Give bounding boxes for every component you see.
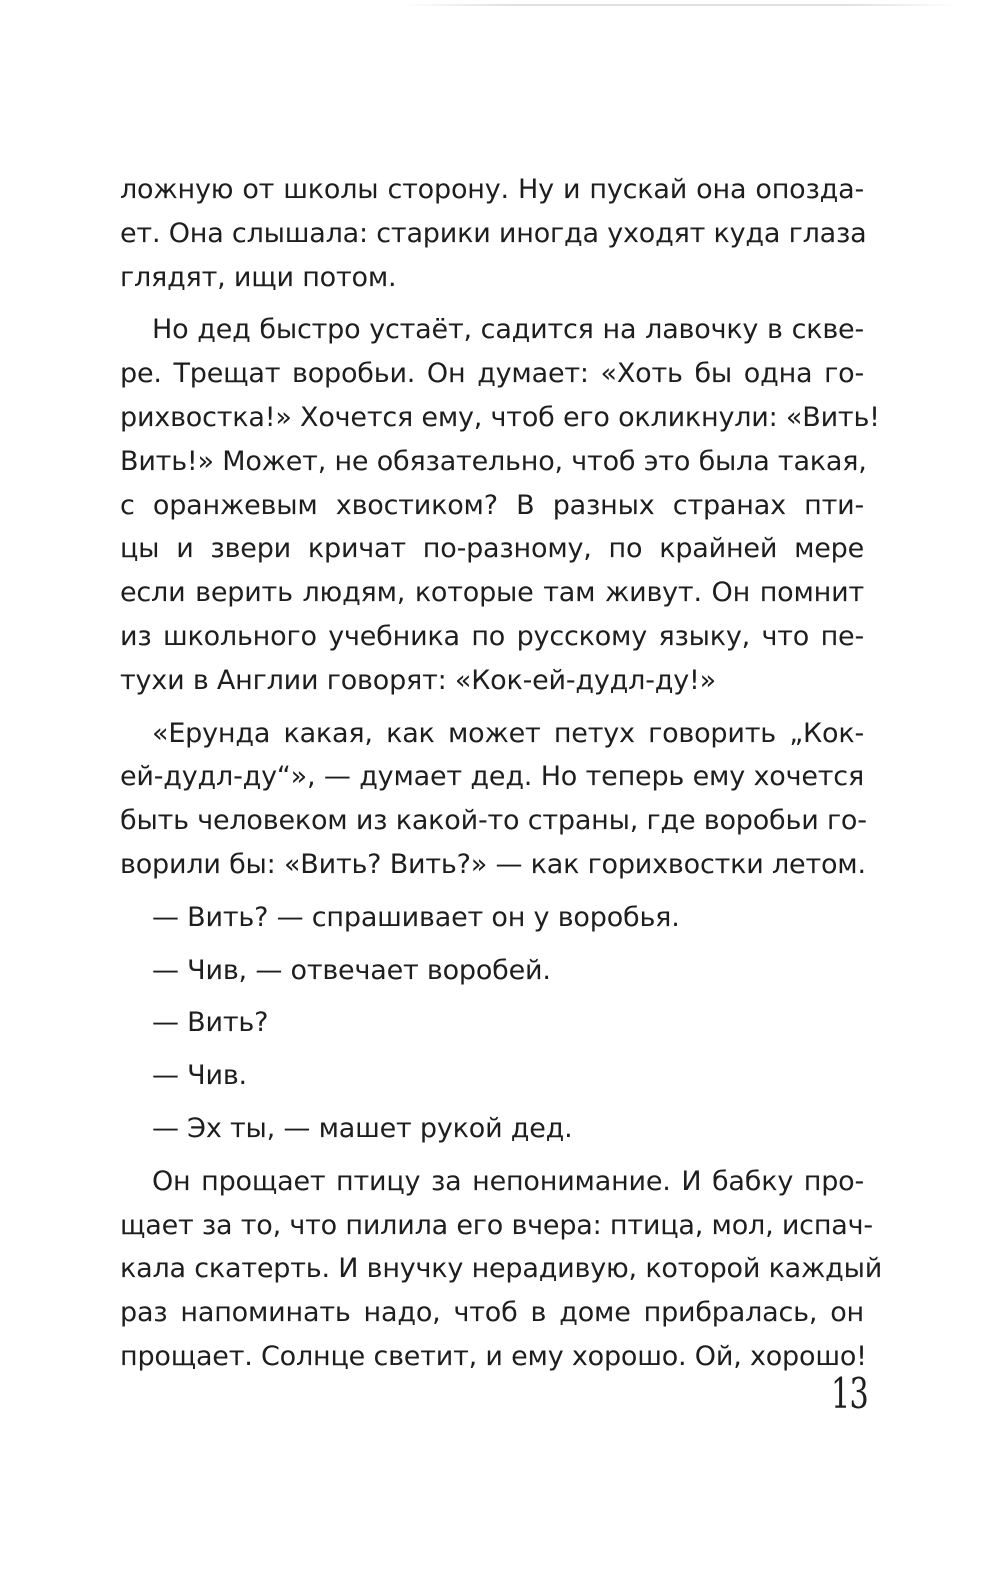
text-line: с оранжевым хвостиком? В разных странах пти- [120,489,864,521]
text-line: — Вить? — спрашивает он у воробья. [152,901,680,933]
text-line: раз напоминать надо, чтоб в доме прибралась, он [120,1297,864,1329]
text-line: ет. Она слышала: старики иногда уходят куда глаза [120,217,867,249]
text-line: ей-дудл-ду“», — думает дед. Но теперь ему хочется [120,761,864,793]
text-line: из школьного учебника по русскому языку, что пе- [120,620,864,652]
top-edge-line [400,4,960,6]
text-line: щает за то, что пилила его вчера: птица, мол, испач- [120,1209,873,1241]
text-line: глядят, ищи потом. [120,261,397,293]
text-line: — Чив. [152,1060,247,1092]
text-line: ложную от школы сторону. Ну и пускай она опозда- [120,174,864,205]
text-line: — Чив, — отвечает воробей. [152,954,551,986]
page-body-text [120,168,883,1379]
text-line: — Вить? [152,1007,269,1039]
page-number: 13 [830,1369,868,1418]
text-line: быть человеком из какой-то страны, где воробьи го- [120,805,867,837]
text-line: Но дед быстро устаёт, садится на лавочку в скве- [152,314,864,346]
text-line: — Эх ты, — машет рукой дед. [152,1112,573,1144]
text-line: тухи в Англии говорят: «Кок-ей-дудл-ду!» [120,664,716,696]
text-line: ворили бы: «Вить? Вить?» — как горихвостки летом. [120,848,866,880]
text-line: кала скатерть. И внучку нерадивую, которой каждый [120,1253,883,1285]
text-line: если верить людям, которые там живут. Он помнит [120,577,864,609]
text-line: Он прощает птицу за непонимание. И бабку про- [152,1165,864,1197]
text-line: прощает. Солнце светит, и ему хорошо. Ой, хорошо! [120,1340,867,1372]
text-line: «Ерунда какая, как может петух говорить „Кок- [152,717,864,749]
text-line: рихвостка!» Хочется ему, чтоб его окликнули: «Вить! [120,401,880,433]
text-line: цы и звери кричат по-разному, по крайней мере [120,533,864,565]
text-line: ре. Трещат воробьи. Он думает: «Хоть бы одна го- [120,358,864,390]
text-line: Вить!» Может, не обязательно, чтоб это была такая, [120,445,867,477]
